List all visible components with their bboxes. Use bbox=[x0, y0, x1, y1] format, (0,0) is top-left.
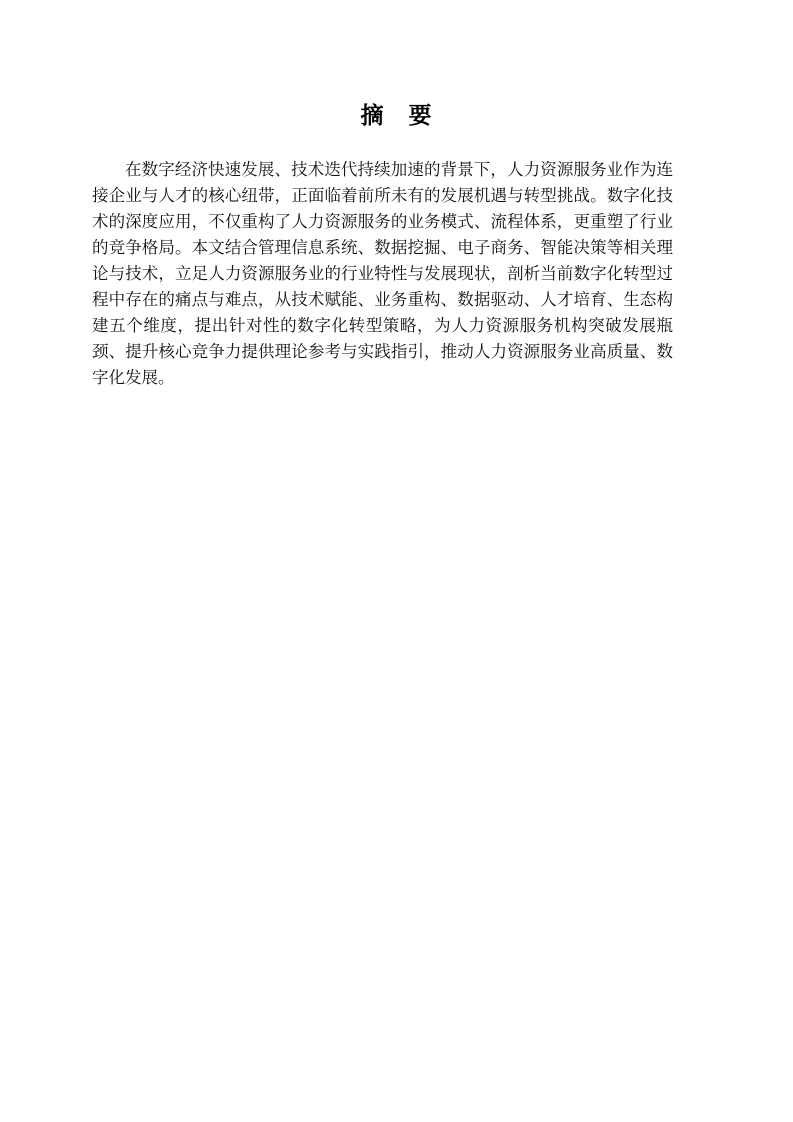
abstract-title: 摘 要 bbox=[360, 103, 433, 128]
abstract-paragraph: 在数字经济快速发展、技术迭代持续加速的背景下，人力资源服务业作为连接企业与人才的核心纽带，正面临着前所未有的发展机遇与转型挑战。数字化技术的深度应用，不仅重构了人力资源服务的业务模式、流程体系，更重塑了行业的竞争格局。本文结合管理信息系统、数据挖掘、电子商务、智能决策等相关理论与技术，立足人力资源服务业的行业特性与发展现状，剖析当前数字化转型过程中存在的痛点与难点，从技术赋能、业务重构、数据驱动、人才培育、生态构建五个维度，提出针对性的数字化转型策略，为人力资源服务机构突破发展瓶颈、提升核心竞争力提供理论参考与实践指引，推动人力资源服务业高质量、数字化发展。 bbox=[92, 160, 673, 387]
